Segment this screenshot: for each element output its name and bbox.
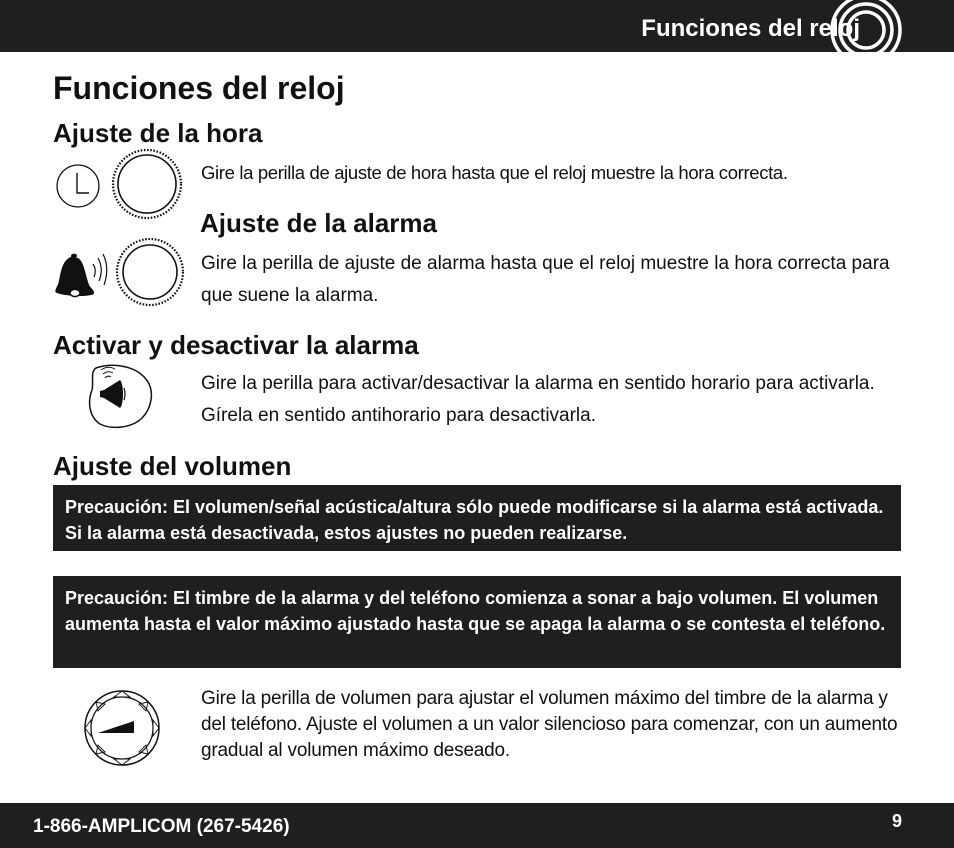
volume-instructions: Gire la perilla de volumen para ajustar el volumen máximo del timbre de la alarma y del teléfono. Ajuste el volumen a un valor silencioso para comenzar, con un aumento gradual al volumen máximo deseado.: [201, 688, 898, 761]
time-instructions: Gire la perilla de ajuste de hora hasta que el reloj muestre la hora correcta.: [201, 162, 788, 183]
footer-bar: [0, 803, 954, 848]
toggle-instructions: Gire la perilla para activar/desactivar la alarma en sentido horario para activarla. Gírela en sentido antihorario para desactivarla.: [201, 373, 875, 426]
footer-phone-number: 1-866-AMPLICOM (267-5426): [33, 816, 290, 837]
header-section-title: Funciones del reloj: [641, 15, 860, 42]
header-bar: [0, 0, 954, 52]
section-heading-toggle: Activar y desactivar la alarma: [53, 330, 419, 360]
page-title: Funciones del reloj: [53, 70, 345, 106]
section-heading-alarm: Ajuste de la alarma: [200, 208, 437, 238]
volume-knob-icon: [82, 688, 162, 768]
alarm-instructions: Gire la perilla de ajuste de alarma hasta que el reloj muestre la hora correcta para que suene la alarma.: [201, 253, 890, 306]
alarm-knob-icon: [114, 236, 186, 308]
caution-box-ring-volume: Precaución: El timbre de la alarma y del teléfono comienza a sonar a bajo volumen. El volumen aumenta hasta el valor máximo ajustado hasta que se apaga la alarma o se contesta el teléfono.: [53, 576, 901, 668]
caution-box-volume-alarm: Precaución: El volumen/señal acústica/altura sólo puede modificarse si la alarma está activada. Si la alarma está desactivada, estos ajustes no pueden realizarse.: [53, 485, 901, 551]
bell-icon: [53, 246, 111, 304]
alarm-switch-icon: [84, 360, 156, 432]
time-knob-icon: [108, 146, 186, 222]
clock-icon: [53, 163, 103, 209]
header-rings-icon: [826, 0, 904, 60]
section-heading-volume: Ajuste del volumen: [53, 451, 292, 481]
page-number: 9: [891, 811, 902, 831]
section-heading-time: Ajuste de la hora: [53, 118, 263, 148]
